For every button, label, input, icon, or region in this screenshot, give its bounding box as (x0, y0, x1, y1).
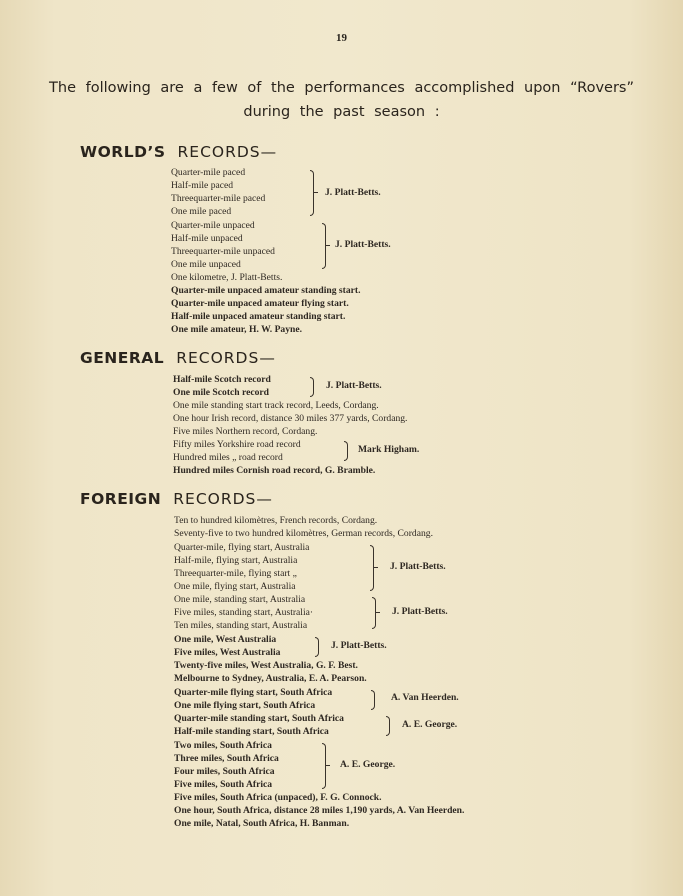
record-line: Five miles, West Australia (174, 647, 281, 658)
record-line: Five miles Northern record, Cordang. (173, 426, 318, 437)
record-line: Half-mile paced (171, 180, 234, 191)
section-heading-general (80, 349, 276, 367)
brace-notch (373, 567, 378, 568)
record-line: Melbourne to Sydney, Australia, E. A. Pearson. (174, 673, 367, 684)
brace (371, 690, 375, 710)
record-line: Half-mile standing start, South Africa (174, 726, 329, 737)
section-heading-foreign (80, 490, 273, 508)
brace-label: Mark Higham. (358, 444, 420, 455)
record-line: Quarter-mile unpaced amateur standing start. (171, 285, 361, 296)
record-line: Fifty miles Yorkshire road record (173, 439, 301, 450)
record-line: Four miles, South Africa (174, 766, 275, 777)
record-line: Half-mile unpaced (171, 233, 243, 244)
record-line: Quarter-mile, flying start, Australia (174, 542, 310, 553)
record-line: One mile amateur, H. W. Payne. (171, 324, 303, 335)
record-line: Half-mile Scotch record (173, 374, 271, 385)
record-line: Twenty-five miles, West Australia, G. F. Best. (174, 660, 358, 671)
record-line: Half-mile unpaced amateur standing start. (171, 311, 346, 322)
page-number: 19 (336, 32, 347, 44)
record-line: Hundred miles „ road record (173, 452, 283, 463)
brace-label: J. Platt-Betts. (335, 239, 391, 250)
heading-part-2: RECORDS— (173, 490, 273, 508)
heading-part-1: FOREIGN (80, 490, 162, 508)
record-line: Seventy-five to two hundred kilomètres, German records, Cordang. (174, 528, 433, 539)
brace-label: J. Platt-Betts. (326, 380, 382, 391)
brace-label: A. Van Heerden. (391, 692, 459, 703)
record-line: Three miles, South Africa (174, 753, 279, 764)
heading-part-2: RECORDS— (176, 349, 276, 367)
record-line: One mile, standing start, Australia (174, 594, 306, 605)
record-line: One mile unpaced (171, 259, 241, 270)
record-line: Ten to hundred kilomètres, French records, Cordang. (174, 515, 378, 526)
brace-label: A. E. George. (402, 719, 458, 730)
record-line: Quarter-mile paced (171, 167, 246, 178)
brace-label: J. Platt-Betts. (390, 561, 446, 572)
brace-label: J. Platt-Betts. (392, 606, 448, 617)
record-line: Threequarter-mile paced (171, 193, 266, 204)
record-line: Ten miles, standing start, Australia (174, 620, 308, 631)
brace-notch (375, 612, 380, 613)
record-line: One mile, flying start, Australia (174, 581, 296, 592)
brace (315, 637, 319, 657)
heading-part-1: GENERAL (80, 349, 165, 367)
record-line: One hour, South Africa, distance 28 miles 1,190 yards, A. Van Heerden. (174, 805, 465, 816)
record-line: Threequarter-mile, flying start „ (174, 568, 297, 579)
record-line: Quarter-mile unpaced amateur flying start. (171, 298, 349, 309)
record-line: Half-mile, flying start, Australia (174, 555, 298, 566)
brace (386, 716, 390, 736)
record-line: One mile, Natal, South Africa, H. Banman. (174, 818, 350, 829)
record-line: Five miles, South Africa (unpaced), F. G. Connock. (174, 792, 382, 803)
record-line: Quarter-mile standing start, South Africa (174, 713, 344, 724)
brace-notch (325, 245, 330, 246)
record-line: One mile paced (171, 206, 232, 217)
record-line: Two miles, South Africa (174, 740, 272, 751)
record-line: Quarter-mile unpaced (171, 220, 255, 231)
brace-notch (325, 765, 330, 766)
record-line: Quarter-mile flying start, South Africa (174, 687, 333, 698)
brace-notch (313, 192, 318, 193)
record-line: One mile standing start track record, Leeds, Cordang. (173, 400, 379, 411)
record-line: Five miles, South Africa (174, 779, 273, 790)
record-line: One kilometre, J. Platt-Betts. (171, 272, 283, 283)
record-line: Hundred miles Cornish road record, G. Bramble. (173, 465, 376, 476)
intro-text: The following are a few of the performances accomplished upon “Rovers” during the past season : (49, 80, 634, 120)
brace-label: A. E. George. (340, 759, 396, 770)
record-line: Five miles, standing start, Australia· (174, 607, 314, 618)
heading-part-1: WORLD’S (80, 143, 166, 161)
record-line: One mile Scotch record (173, 387, 270, 398)
record-line: One mile, West Australia (174, 634, 277, 645)
record-line: One mile flying start, South Africa (174, 700, 316, 711)
brace-label: J. Platt-Betts. (325, 187, 381, 198)
heading-part-2: RECORDS— (177, 143, 278, 161)
brace-label: J. Platt-Betts. (331, 640, 387, 651)
record-line: One hour Irish record, distance 30 miles 377 yards, Cordang. (173, 413, 408, 424)
brace (310, 377, 314, 397)
section-heading-world (80, 143, 277, 161)
record-line: Threequarter-mile unpaced (171, 246, 275, 257)
brace (344, 441, 348, 461)
